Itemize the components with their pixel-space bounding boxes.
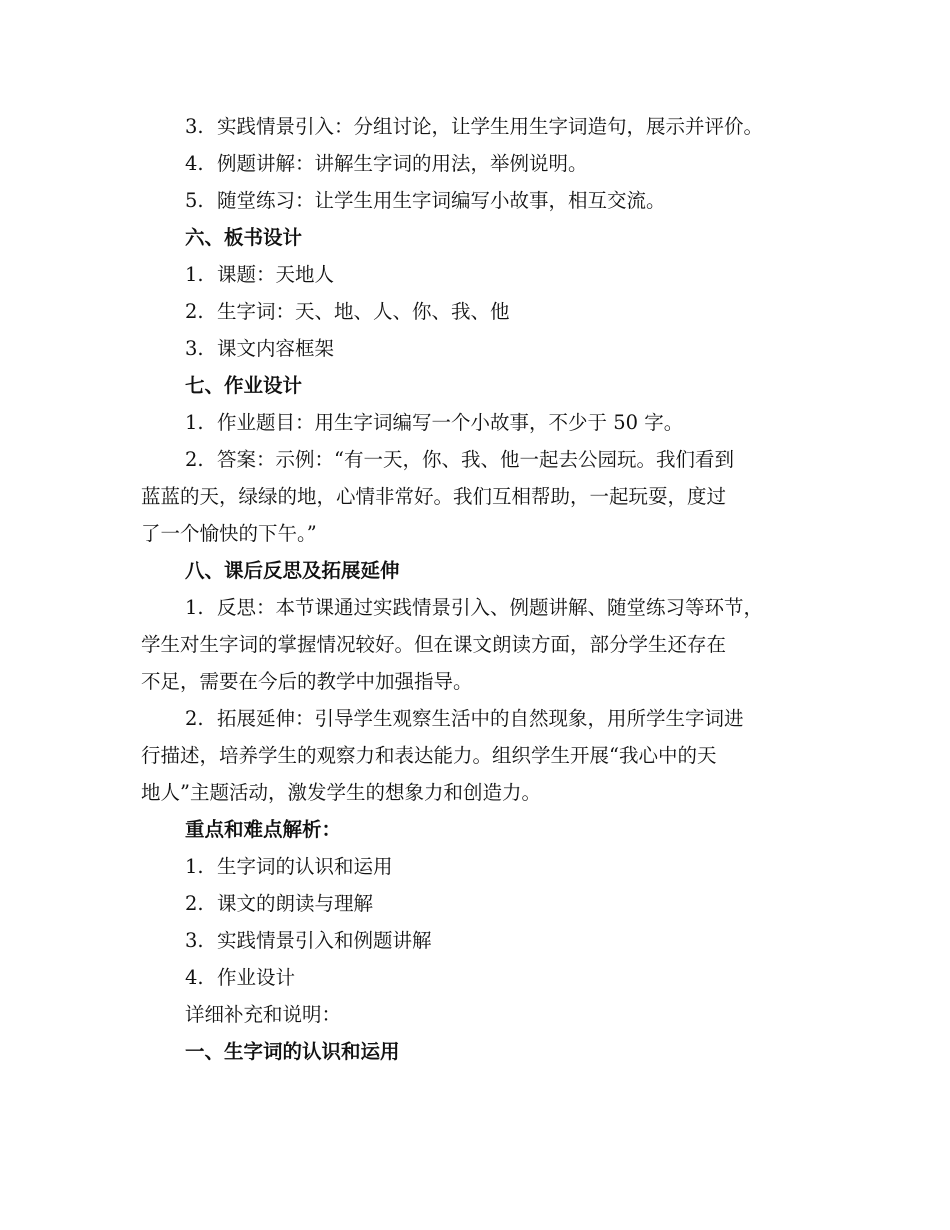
list-text: 课文的朗读与理解 [217, 892, 374, 915]
section-heading-board-design: 六、板书设计 [185, 226, 303, 249]
list-number: 3. [185, 929, 204, 952]
list-item [141, 293, 811, 330]
paragraph-line: 了一个愉快的下午。” [141, 522, 317, 545]
paragraph-line: 蓝蓝的天，绿绿的地，心情非常好。我们互相帮助，一起玩耍，度过 [141, 485, 727, 508]
list-number: 1. [185, 855, 204, 878]
paragraph-line: 地人”主题活动，激发学生的想象力和创造力。 [141, 781, 541, 804]
list-text: 作业设计 [217, 966, 296, 989]
list-item [141, 922, 811, 959]
paragraph-line: 不足，需要在今后的教学中加强指导。 [141, 670, 473, 693]
list-item [141, 145, 811, 182]
list-number: 3. [185, 337, 204, 360]
document-body [141, 108, 811, 1070]
list-number: 5. [185, 189, 204, 212]
section-heading-homework: 七、作业设计 [185, 374, 303, 397]
list-number: 1. [185, 596, 204, 619]
list-text: 生字词：天、地、人、你、我、他 [217, 300, 510, 323]
list-number: 4. [185, 966, 204, 989]
list-text: 答案：示例：“有一天，你、我、他一起去公园玩。我们看到 [217, 448, 734, 471]
paragraph-line: 学生对生字词的掌握情况较好。但在课文朗读方面，部分学生还存在 [141, 633, 727, 656]
list-text: 课题：天地人 [217, 263, 335, 286]
list-number: 2. [185, 448, 204, 471]
section-heading-vocabulary: 一、生字词的认识和运用 [185, 1040, 400, 1063]
section-heading-key-points: 重点和难点解析： [185, 818, 342, 841]
list-item [141, 108, 811, 145]
list-text: 作业题目：用生字词编写一个小故事，不少于 50 字。 [217, 411, 684, 434]
list-number: 2. [185, 892, 204, 915]
list-text: 生字词的认识和运用 [217, 855, 393, 878]
section-heading-reflection: 八、课后反思及拓展延伸 [185, 559, 400, 582]
supplement-label: 详细补充和说明： [185, 1003, 342, 1026]
list-text: 拓展延伸：引导学生观察生活中的自然现象，用所学生字词进 [217, 707, 744, 730]
list-text: 实践情景引入：分组讨论，让学生用生字词造句，展示并评价。 [217, 115, 764, 138]
list-item [141, 700, 811, 737]
list-item [141, 182, 811, 219]
list-item [141, 441, 811, 478]
list-text: 例题讲解：讲解生字词的用法，举例说明。 [217, 152, 588, 175]
list-text: 随堂练习：让学生用生字词编写小故事，相互交流。 [217, 189, 666, 212]
list-number: 3. [185, 115, 204, 138]
list-number: 2. [185, 707, 204, 730]
list-text: 实践情景引入和例题讲解 [217, 929, 432, 952]
list-number: 2. [185, 300, 204, 323]
list-item [141, 404, 811, 441]
list-text: 反思：本节课通过实践情景引入、例题讲解、随堂练习等环节， [217, 596, 764, 619]
list-item [141, 885, 811, 922]
list-item [141, 330, 811, 367]
paragraph-line: 行描述，培养学生的观察力和表达能力。组织学生开展“我心中的天 [141, 744, 717, 767]
list-item [141, 848, 811, 885]
list-number: 1. [185, 263, 204, 286]
list-item [141, 959, 811, 996]
list-number: 1. [185, 411, 204, 434]
list-number: 4. [185, 152, 204, 175]
list-item [141, 256, 811, 293]
list-text: 课文内容框架 [217, 337, 335, 360]
list-item [141, 589, 811, 626]
